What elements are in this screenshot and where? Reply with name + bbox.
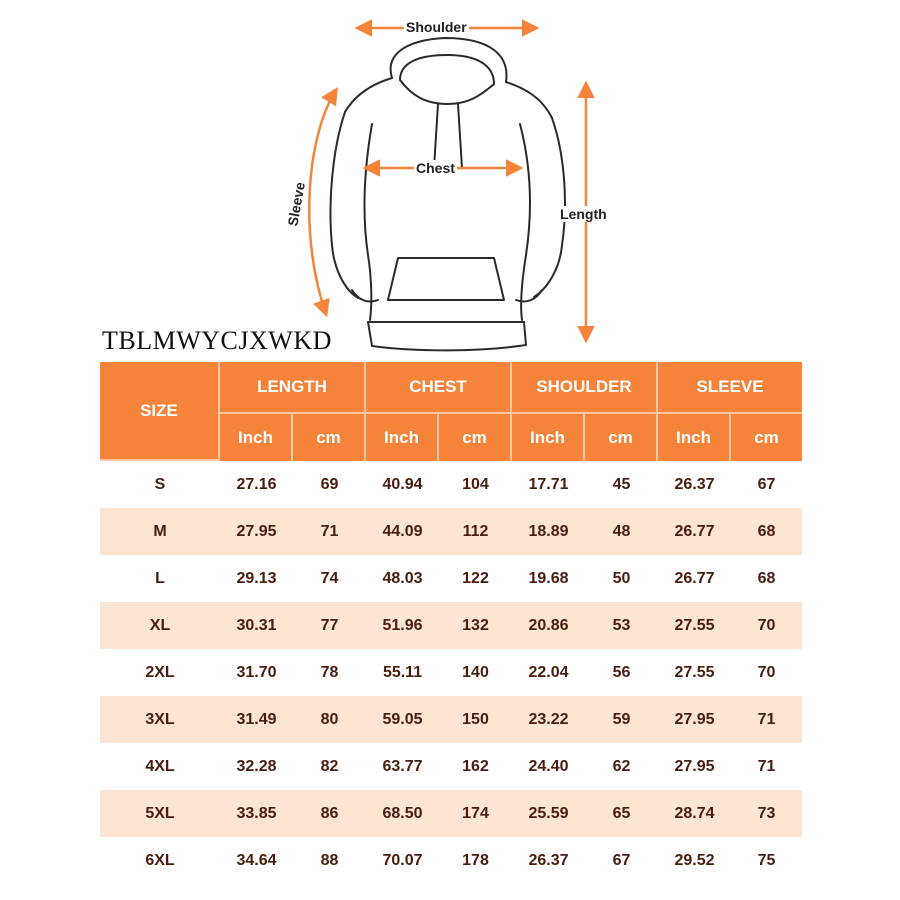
measurement-cell: 45 bbox=[585, 461, 658, 508]
measurement-cell: 67 bbox=[731, 461, 802, 508]
measurement-cell: 27.16 bbox=[220, 461, 293, 508]
measurement-cell: 24.40 bbox=[512, 743, 585, 790]
measurement-cell: 26.37 bbox=[658, 461, 731, 508]
measurement-cell: 65 bbox=[585, 790, 658, 837]
size-cell: 6XL bbox=[100, 837, 220, 884]
measurement-cell: 27.95 bbox=[658, 696, 731, 743]
measurement-cell: 28.74 bbox=[658, 790, 731, 837]
chest-label: Chest bbox=[416, 160, 455, 176]
table-row bbox=[100, 837, 802, 884]
measurement-cell: 27.95 bbox=[220, 508, 293, 555]
hoodie-illustration bbox=[0, 0, 900, 360]
measurement-cell: 71 bbox=[731, 743, 802, 790]
unit-header: cm bbox=[439, 414, 512, 461]
measurement-cell: 23.22 bbox=[512, 696, 585, 743]
unit-header: Inch bbox=[658, 414, 731, 461]
measurement-cell: 33.85 bbox=[220, 790, 293, 837]
measurement-cell: 77 bbox=[293, 602, 366, 649]
unit-header: cm bbox=[731, 414, 802, 461]
size-chart-table bbox=[100, 362, 802, 884]
chest-header: CHEST bbox=[366, 362, 512, 414]
table-row bbox=[100, 743, 802, 790]
measurement-cell: 32.28 bbox=[220, 743, 293, 790]
brand-name: TBLMWYCJXWKD bbox=[102, 326, 332, 355]
sleeve-header: SLEEVE bbox=[658, 362, 802, 414]
measurement-cell: 68 bbox=[731, 508, 802, 555]
measurement-cell: 53 bbox=[585, 602, 658, 649]
measurement-cell: 26.37 bbox=[512, 837, 585, 884]
unit-header: cm bbox=[585, 414, 658, 461]
measurement-cell: 80 bbox=[293, 696, 366, 743]
measurement-cell: 40.94 bbox=[366, 461, 439, 508]
measurement-cell: 27.95 bbox=[658, 743, 731, 790]
table-row bbox=[100, 555, 802, 602]
size-cell: XL bbox=[100, 602, 220, 649]
measurement-cell: 67 bbox=[585, 837, 658, 884]
measurement-cell: 68 bbox=[731, 555, 802, 602]
table-row bbox=[100, 696, 802, 743]
measurement-cell: 26.77 bbox=[658, 508, 731, 555]
measurement-cell: 69 bbox=[293, 461, 366, 508]
table-row bbox=[100, 508, 802, 555]
measurement-cell: 29.13 bbox=[220, 555, 293, 602]
measurement-cell: 70 bbox=[731, 602, 802, 649]
measurement-cell: 17.71 bbox=[512, 461, 585, 508]
measurement-cell: 50 bbox=[585, 555, 658, 602]
length-label: Length bbox=[560, 206, 607, 222]
measurement-cell: 27.55 bbox=[658, 602, 731, 649]
measurement-cell: 55.11 bbox=[366, 649, 439, 696]
measurement-cell: 71 bbox=[293, 508, 366, 555]
measurement-cell: 19.68 bbox=[512, 555, 585, 602]
measurement-cell: 26.77 bbox=[658, 555, 731, 602]
measurement-cell: 25.59 bbox=[512, 790, 585, 837]
measurement-cell: 51.96 bbox=[366, 602, 439, 649]
measurement-cell: 140 bbox=[439, 649, 512, 696]
measurement-cell: 68.50 bbox=[366, 790, 439, 837]
size-cell: M bbox=[100, 508, 220, 555]
measurement-cell: 82 bbox=[293, 743, 366, 790]
shoulder-label: Shoulder bbox=[406, 19, 467, 35]
measurement-cell: 74 bbox=[293, 555, 366, 602]
size-cell: L bbox=[100, 555, 220, 602]
measurement-cell: 22.04 bbox=[512, 649, 585, 696]
size-cell: 5XL bbox=[100, 790, 220, 837]
measurement-cell: 63.77 bbox=[366, 743, 439, 790]
measurement-cell: 27.55 bbox=[658, 649, 731, 696]
size-cell: 4XL bbox=[100, 743, 220, 790]
size-cell: 2XL bbox=[100, 649, 220, 696]
table-row bbox=[100, 602, 802, 649]
measurement-cell: 29.52 bbox=[658, 837, 731, 884]
measurement-cell: 70 bbox=[731, 649, 802, 696]
measurement-cell: 150 bbox=[439, 696, 512, 743]
measurement-cell: 48.03 bbox=[366, 555, 439, 602]
length-header: LENGTH bbox=[220, 362, 366, 414]
measurement-cell: 18.89 bbox=[512, 508, 585, 555]
measurement-cell: 122 bbox=[439, 555, 512, 602]
size-cell: S bbox=[100, 461, 220, 508]
measurement-cell: 59 bbox=[585, 696, 658, 743]
size-header: SIZE bbox=[100, 362, 220, 461]
measurement-cell: 112 bbox=[439, 508, 512, 555]
unit-header: Inch bbox=[220, 414, 293, 461]
measurement-cell: 44.09 bbox=[366, 508, 439, 555]
measurement-cell: 34.64 bbox=[220, 837, 293, 884]
unit-header: cm bbox=[293, 414, 366, 461]
measurement-cell: 48 bbox=[585, 508, 658, 555]
measurement-cell: 70.07 bbox=[366, 837, 439, 884]
measurement-cell: 86 bbox=[293, 790, 366, 837]
sleeve-label: Sleeve bbox=[284, 180, 308, 228]
measurement-cell: 88 bbox=[293, 837, 366, 884]
size-table-body bbox=[100, 461, 802, 884]
hoodie-diagram bbox=[0, 0, 900, 360]
measurement-cell: 174 bbox=[439, 790, 512, 837]
table-row bbox=[100, 461, 802, 508]
measurement-cell: 59.05 bbox=[366, 696, 439, 743]
measurement-cell: 162 bbox=[439, 743, 512, 790]
measurement-cell: 78 bbox=[293, 649, 366, 696]
measurement-cell: 73 bbox=[731, 790, 802, 837]
unit-header: Inch bbox=[512, 414, 585, 461]
measurement-cell: 62 bbox=[585, 743, 658, 790]
measurement-cell: 31.70 bbox=[220, 649, 293, 696]
measurement-cell: 104 bbox=[439, 461, 512, 508]
measurement-cell: 75 bbox=[731, 837, 802, 884]
unit-header: Inch bbox=[366, 414, 439, 461]
measurement-cell: 20.86 bbox=[512, 602, 585, 649]
measurement-cell: 31.49 bbox=[220, 696, 293, 743]
measurement-cell: 30.31 bbox=[220, 602, 293, 649]
table-row bbox=[100, 649, 802, 696]
measurement-cell: 178 bbox=[439, 837, 512, 884]
measurement-cell: 132 bbox=[439, 602, 512, 649]
measurement-cell: 71 bbox=[731, 696, 802, 743]
table-row bbox=[100, 790, 802, 837]
measurement-cell: 56 bbox=[585, 649, 658, 696]
shoulder-header: SHOULDER bbox=[512, 362, 658, 414]
size-cell: 3XL bbox=[100, 696, 220, 743]
